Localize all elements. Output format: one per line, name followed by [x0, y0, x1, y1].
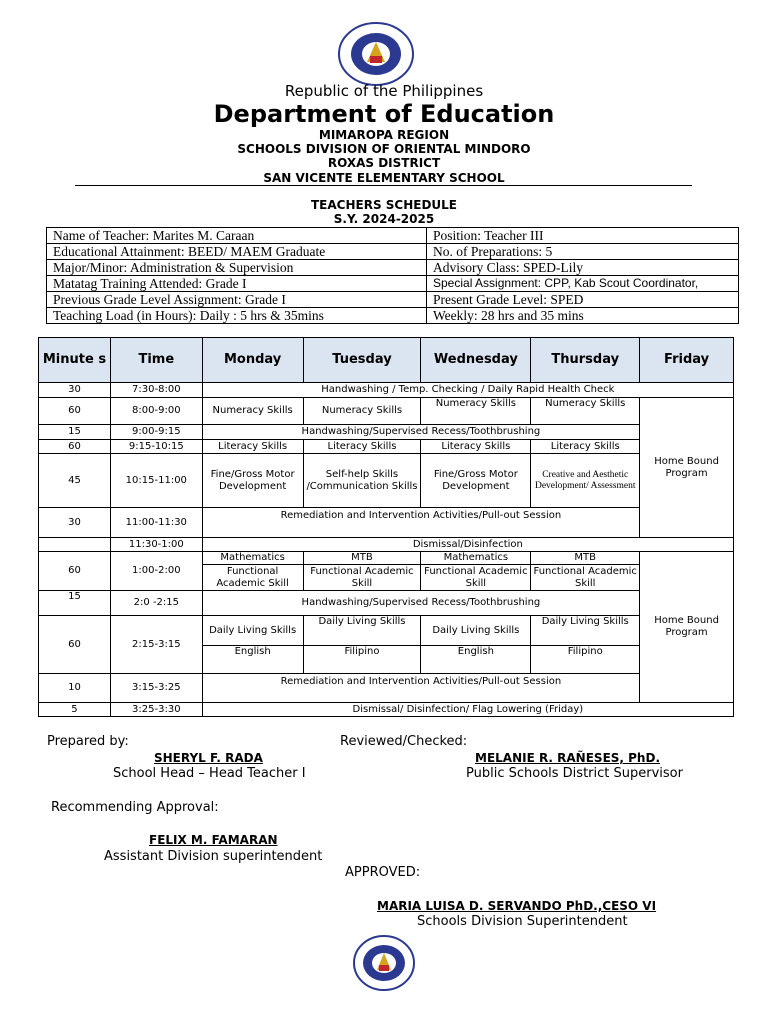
- col-minutes: Minute s: [39, 338, 111, 383]
- department-title: Department of Education: [213, 100, 555, 128]
- time-cell: 11:00-11:30: [110, 508, 202, 538]
- teacher-info-table: [46, 227, 739, 324]
- table-row: [39, 508, 734, 538]
- col-friday: Friday: [640, 338, 734, 383]
- table-row: [39, 425, 734, 440]
- wednesday-cell: Literacy Skills: [421, 440, 531, 454]
- minutes-cell: 5: [39, 703, 111, 717]
- time-cell: 9:00-9:15: [110, 425, 202, 440]
- school-year: S.Y. 2024-2025: [333, 212, 435, 226]
- deped-seal-bottom: [352, 934, 416, 992]
- table-row: [39, 674, 734, 703]
- recommending-name: FELIX M. FAMARAN: [149, 833, 278, 847]
- schedule-header-row: [39, 338, 734, 383]
- wednesday-cell: English: [421, 646, 531, 674]
- approved-label: APPROVED:: [345, 865, 421, 880]
- monday-cell: Literacy Skills: [202, 440, 303, 454]
- thursday-cell: Filipino: [531, 646, 640, 674]
- minutes-cell: 30: [39, 383, 111, 398]
- teacher-name: Name of Teacher: Marites M. Caraan: [47, 228, 427, 244]
- col-monday: Monday: [202, 338, 303, 383]
- approved-name: MARIA LUISA D. SERVANDO PhD.,CESO VI: [377, 899, 657, 913]
- col-thursday: Thursday: [531, 338, 640, 383]
- minutes-cell: 60: [39, 552, 111, 591]
- reviewed-label: Reviewed/Checked:: [340, 734, 468, 749]
- time-cell: 7:30-8:00: [110, 383, 202, 398]
- activity-cell: Remediation and Intervention Activities/Pull-out Session: [202, 508, 639, 538]
- district-line: ROXAS DISTRICT: [327, 156, 441, 170]
- thursday-cell: Daily Living Skills: [531, 616, 640, 646]
- region-line: MIMAROPA REGION: [318, 128, 450, 142]
- special-assignment: Special Assignment: CPP, Kab Scout Coordinator,: [427, 276, 739, 292]
- info-row: [47, 228, 739, 244]
- activity-cell: Handwashing/Supervised Recess/Toothbrushing: [202, 425, 639, 440]
- teaching-load: Teaching Load (in Hours): Daily : 5 hrs & 35mins: [47, 308, 427, 324]
- monday-cell: Fine/Gross Motor Development: [202, 454, 303, 508]
- activity-cell: Handwashing/Supervised Recess/Toothbrushing: [202, 591, 639, 616]
- approved-title: Schools Division Superintendent: [417, 914, 628, 929]
- prepared-title: School Head – Head Teacher I: [113, 766, 306, 781]
- table-row: [39, 616, 734, 646]
- table-row: [39, 591, 734, 616]
- wednesday-cell: Daily Living Skills: [421, 616, 531, 646]
- prepared-name: SHERYL F. RADA: [154, 751, 263, 765]
- time-cell: 11:30-1:00: [110, 538, 202, 552]
- recommending-title: Assistant Division superintendent: [104, 849, 323, 864]
- wednesday-cell: Numeracy Skills: [421, 398, 531, 425]
- friday-am-cell: Home Bound Program: [640, 398, 734, 538]
- schedule-table: [38, 337, 734, 717]
- time-cell: 1:00-2:00: [110, 552, 202, 591]
- teacher-position: Position: Teacher III: [427, 228, 739, 244]
- wednesday-cell: Functional Academic Skill: [421, 565, 531, 591]
- info-row: [47, 308, 739, 324]
- activity-cell: Handwashing / Temp. Checking / Daily Rapid Health Check: [202, 383, 733, 398]
- advisory-class: Advisory Class: SPED-Lily: [427, 260, 739, 276]
- weekly-load: Weekly: 28 hrs and 35 mins: [427, 308, 739, 324]
- reviewed-title: Public Schools District Supervisor: [466, 766, 683, 781]
- thursday-cell: Creative and Aesthetic Development/ Assessment: [531, 454, 640, 508]
- prepared-label: Prepared by:: [47, 734, 129, 749]
- schedule-title: TEACHERS SCHEDULE: [310, 198, 457, 212]
- minutes-cell: 15: [39, 425, 111, 440]
- monday-cell: Functional Academic Skill: [202, 565, 303, 591]
- minutes-cell: 45: [39, 454, 111, 508]
- thursday-cell: Numeracy Skills: [531, 398, 640, 425]
- reviewed-name: MELANIE R. RAÑESES, PhD.: [475, 751, 660, 765]
- info-row: [47, 292, 739, 308]
- school-line: SAN VICENTE ELEMENTARY SCHOOL: [263, 171, 505, 185]
- time-cell: 2:0 -2:15: [110, 591, 202, 616]
- table-row: [39, 398, 734, 425]
- tuesday-cell: Literacy Skills: [303, 440, 421, 454]
- tuesday-cell: Numeracy Skills: [303, 398, 421, 425]
- col-tuesday: Tuesday: [303, 338, 421, 383]
- educational-attainment: Educational Attainment: BEED/ MAEM Graduate: [47, 244, 427, 260]
- thursday-cell: MTB: [531, 552, 640, 565]
- table-row: [39, 383, 734, 398]
- wednesday-cell: Mathematics: [421, 552, 531, 565]
- monday-cell: Numeracy Skills: [202, 398, 303, 425]
- minutes-cell: [39, 538, 111, 552]
- minutes-cell: 30: [39, 508, 111, 538]
- tuesday-cell: MTB: [303, 552, 421, 565]
- tuesday-cell: Self-help Skills /Communication Skills: [303, 454, 421, 508]
- minutes-cell: 10: [39, 674, 111, 703]
- col-wednesday: Wednesday: [421, 338, 531, 383]
- thursday-cell: Functional Academic Skill: [531, 565, 640, 591]
- time-cell: 8:00-9:00: [110, 398, 202, 425]
- table-row: [39, 454, 734, 508]
- minutes-cell: 60: [39, 398, 111, 425]
- major-minor: Major/Minor: Administration & Supervision: [47, 260, 427, 276]
- time-cell: 9:15-10:15: [110, 440, 202, 454]
- table-row: [39, 703, 734, 717]
- activity-cell: Dismissal/ Disinfection/ Flag Lowering (Friday): [202, 703, 733, 717]
- monday-cell: English: [202, 646, 303, 674]
- thursday-cell: Literacy Skills: [531, 440, 640, 454]
- matatag-training: Matatag Training Attended: Grade I: [47, 276, 427, 292]
- monday-cell: Daily Living Skills: [202, 616, 303, 646]
- tuesday-cell: Daily Living Skills: [303, 616, 421, 646]
- minutes-cell: 60: [39, 440, 111, 454]
- division-line: SCHOOLS DIVISION OF ORIENTAL MINDORO: [237, 142, 531, 156]
- table-row: [39, 552, 734, 565]
- minutes-cell: 15: [39, 591, 111, 616]
- wednesday-cell: Fine/Gross Motor Development: [421, 454, 531, 508]
- time-cell: 10:15-11:00: [110, 454, 202, 508]
- activity-cell: Remediation and Intervention Activities/Pull-out Session: [202, 674, 639, 703]
- friday-pm-cell: Home Bound Program: [640, 552, 734, 703]
- activity-cell: Dismissal/Disinfection: [202, 538, 733, 552]
- present-grade-level: Present Grade Level: SPED: [427, 292, 739, 308]
- preparations: No. of Preparations: 5: [427, 244, 739, 260]
- deped-seal-top: [337, 22, 415, 86]
- tuesday-cell: Filipino: [303, 646, 421, 674]
- time-cell: 3:25-3:30: [110, 703, 202, 717]
- info-row: [47, 276, 739, 292]
- table-row: [39, 440, 734, 454]
- recommending-label: Recommending Approval:: [51, 800, 219, 815]
- tuesday-cell: Functional Academic Skill: [303, 565, 421, 591]
- monday-cell: Mathematics: [202, 552, 303, 565]
- info-row: [47, 244, 739, 260]
- minutes-cell: 60: [39, 616, 111, 674]
- time-cell: 3:15-3:25: [110, 674, 202, 703]
- time-cell: 2:15-3:15: [110, 616, 202, 674]
- col-time: Time: [110, 338, 202, 383]
- info-row: [47, 260, 739, 276]
- republic-line: Republic of the Philippines: [284, 82, 484, 100]
- previous-grade-level: Previous Grade Level Assignment: Grade I: [47, 292, 427, 308]
- header-rule: [75, 185, 692, 186]
- table-row: [39, 538, 734, 552]
